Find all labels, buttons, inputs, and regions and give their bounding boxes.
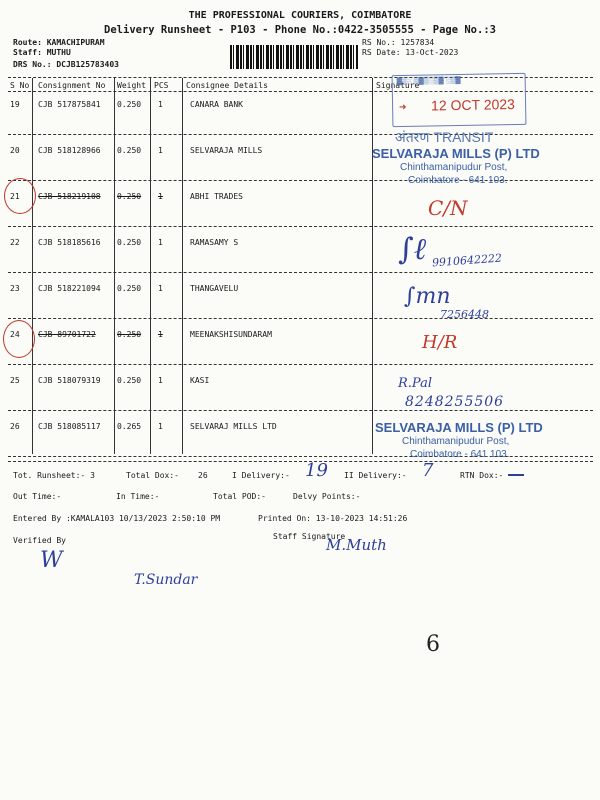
staff-signature-label: Staff Signature xyxy=(273,532,346,541)
circle-mark xyxy=(3,320,35,358)
date-stamp xyxy=(392,73,527,127)
stamp-header: ▓▒░ ▒▓▒░▒▓ ░▒▓ xyxy=(396,76,461,86)
row-weight: 0.250 xyxy=(117,100,142,109)
company-title: THE PROFESSIONAL COURIERS, COIMBATORE xyxy=(188,10,412,21)
divider xyxy=(8,461,593,462)
delvy-points: Delvy Points:- xyxy=(293,492,361,501)
row-sno: 19 xyxy=(10,100,20,109)
i-delivery-value: 19 xyxy=(305,460,328,481)
total-dox-value: 26 xyxy=(198,471,208,480)
signature-mark: ∫mn xyxy=(404,284,451,309)
transit-label: TRANSIT xyxy=(433,129,494,145)
company-stamp-name: SELVARAJA MILLS (P) LTD xyxy=(372,146,540,161)
company-stamp-address: Chinthamanipudur Post, xyxy=(402,436,510,447)
rtn-dox-label: RTN Dox:- xyxy=(460,471,504,480)
company-stamp-address: Coimbatore - 641 103. xyxy=(410,449,510,460)
out-time: Out Time:- xyxy=(13,492,62,501)
col-header-signature: Signature xyxy=(376,81,420,90)
row-weight: 0.250 xyxy=(117,192,142,201)
row-weight: 0.250 xyxy=(117,284,142,293)
col-header-sno: S No xyxy=(10,81,30,90)
row-weight: 0.265 xyxy=(117,422,142,431)
row-consignment-no: CJB 518185616 xyxy=(38,238,101,247)
total-pod: Total POD:- xyxy=(213,492,266,501)
barcode xyxy=(230,45,358,69)
row-pcs: 1 xyxy=(158,192,163,201)
staff-signature: M.Muth xyxy=(326,536,387,554)
i-delivery-label: I Delivery:- xyxy=(232,471,290,480)
row-consignee: SELVARAJ MILLS LTD xyxy=(190,422,277,431)
handwritten-name: R.Pal xyxy=(398,376,432,391)
company-stamp-name: SELVARAJA MILLS (P) LTD xyxy=(375,420,543,435)
row-sno: 25 xyxy=(10,376,20,385)
row-consignee: KASI xyxy=(190,376,210,385)
row-pcs: 1 xyxy=(158,100,163,109)
rs-date: RS Date: 13-Oct-2023 xyxy=(362,48,459,57)
signature-mark: ∫ℓ xyxy=(398,232,427,267)
row-divider xyxy=(8,272,593,273)
row-sno: 24 xyxy=(10,330,20,339)
row-consignee: RAMASAMY S xyxy=(190,238,239,247)
handwritten-phone: 9910642222 xyxy=(431,251,503,270)
row-consignment-no: CJB 518079319 xyxy=(38,376,101,385)
stamp-date: 12 OCT 2023 xyxy=(430,96,516,114)
row-consignment-no: CJB 517875841 xyxy=(38,100,101,109)
transit-stamp xyxy=(395,128,493,147)
row-pcs: 1 xyxy=(158,376,163,385)
row-weight: 0.250 xyxy=(117,376,142,385)
row-sno: 21 xyxy=(10,192,20,201)
staff-label: Staff: MUTHU xyxy=(13,48,71,57)
row-sno: 23 xyxy=(10,284,20,293)
handwritten-phone: 7256448 xyxy=(440,308,489,321)
row-consignment-no: CJB 518128966 xyxy=(38,146,101,155)
row-consignee: SELVARAJA MILLS xyxy=(190,146,263,155)
row-divider xyxy=(8,226,593,227)
drs-number: DRS No.: DCJB125783403 xyxy=(13,60,119,69)
company-stamp-address: Coimbatore - 641 103. xyxy=(408,175,508,186)
row-consignee: MEENAKSHISUNDARAM xyxy=(190,330,272,339)
row-divider xyxy=(8,318,593,319)
total-dox-label: Total Dox:- xyxy=(126,471,179,480)
arrow-icon: ➜ xyxy=(398,99,407,115)
row-divider xyxy=(8,364,593,365)
in-time: In Time:- xyxy=(116,492,160,501)
printed-on: Printed On: 13-10-2023 14:51:26 xyxy=(258,514,408,523)
row-consignee: ABHI TRADES xyxy=(190,192,243,201)
row-weight: 0.250 xyxy=(117,330,142,339)
handwritten-hr: H/R xyxy=(422,332,458,353)
page-mark: 6 xyxy=(426,632,440,657)
route-label: Route: KAMACHIPURAM xyxy=(13,38,105,47)
row-sno: 20 xyxy=(10,146,20,155)
handwritten-phone: 8248255506 xyxy=(405,394,505,410)
row-pcs: 1 xyxy=(158,330,163,339)
row-consignment-no: CJB 518085117 xyxy=(38,422,101,431)
verified-signature: W xyxy=(40,548,63,573)
entered-by: Entered By :KAMALA103 10/13/2023 2:50:10 PM xyxy=(13,514,221,523)
col-header-pcs: PCS xyxy=(154,81,169,90)
circle-mark xyxy=(4,178,36,214)
row-sno: 22 xyxy=(10,238,20,247)
dash-mark xyxy=(508,474,524,476)
row-consignee: CANARA BANK xyxy=(190,100,243,109)
total-runsheet: Tot. Runsheet:- 3 xyxy=(13,471,95,480)
transit-hindi: अंतरण xyxy=(395,129,434,145)
runsheet-title: Delivery Runsheet - P103 - Phone No.:0422-3505555 - Page No.:3 xyxy=(104,24,496,36)
row-pcs: 1 xyxy=(158,238,163,247)
row-consignment-no: CJB 518219108 xyxy=(38,192,101,201)
rs-number: RS No.: 1257834 xyxy=(362,38,435,47)
row-pcs: 1 xyxy=(158,284,163,293)
col-header-consignment: Consignment No xyxy=(38,81,106,90)
row-consignment-no: CJB 518221094 xyxy=(38,284,101,293)
row-weight: 0.250 xyxy=(117,146,142,155)
col-header-weight: Weight xyxy=(117,81,146,90)
bottom-signature: T.Sundar xyxy=(134,572,198,588)
row-consignment-no: CJB 89701722 xyxy=(38,330,96,339)
ii-delivery-label: II Delivery:- xyxy=(344,471,407,480)
row-divider xyxy=(8,410,593,411)
row-weight: 0.250 xyxy=(117,238,142,247)
handwritten-cn: C/N xyxy=(428,196,468,220)
row-pcs: 1 xyxy=(158,422,163,431)
ii-delivery-value: 7 xyxy=(422,460,434,481)
company-stamp-address: Chinthamanipudur Post, xyxy=(400,162,508,173)
row-pcs: 1 xyxy=(158,146,163,155)
col-header-consignee: Consignee Details xyxy=(186,81,268,90)
row-sno: 26 xyxy=(10,422,20,431)
row-divider xyxy=(8,134,593,135)
verified-by: Verified By xyxy=(13,536,66,545)
row-consignee: THANGAVELU xyxy=(190,284,239,293)
